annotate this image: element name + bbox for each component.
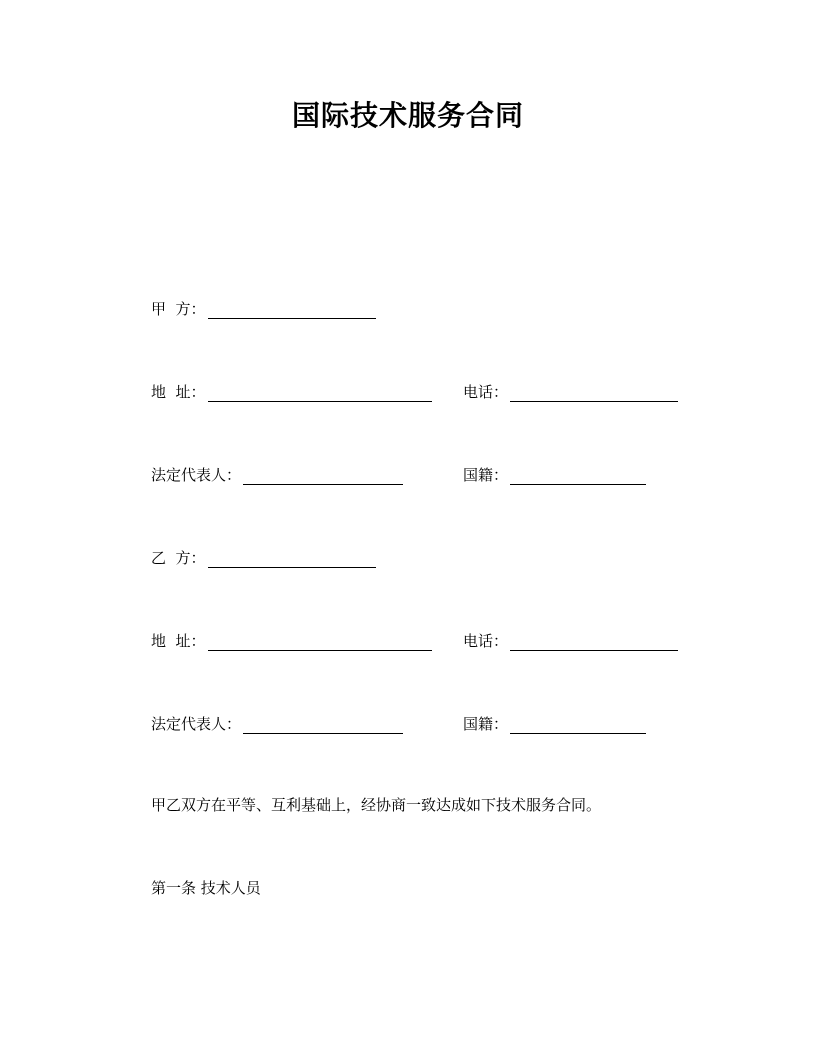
party-b-name-label: 乙 方： [151,549,206,567]
party-b-nationality-label: 国籍： [463,715,509,733]
party-a-address-field [151,380,432,402]
party-a-name-label: 甲 方： [151,300,206,318]
party-a-legal-rep-field [151,463,403,485]
party-a-address-blank[interactable] [208,383,432,402]
party-a-phone-field [463,380,678,402]
party-a-phone-blank[interactable] [510,383,678,402]
party-b-address-field [151,629,432,651]
party-b-name-field [151,546,376,568]
party-a-name-field [151,297,376,319]
party-a-name-blank[interactable] [208,300,376,319]
party-a-nationality-field [463,463,646,485]
article-1-heading: 第一条 技术人员 [151,879,261,897]
party-a-phone-label: 电话： [463,383,509,401]
document-title: 国际技术服务合同 [291,99,524,132]
party-b-legal-rep-field [151,712,403,734]
party-b-phone-blank[interactable] [510,632,678,651]
party-b-phone-field [463,629,678,651]
party-b-legal-rep-label: 法定代表人： [151,715,242,733]
party-b-legal-rep-blank[interactable] [243,715,403,734]
party-b-name-blank[interactable] [208,549,376,568]
party-a-legal-rep-blank[interactable] [243,466,403,485]
intro-paragraph: 甲乙双方在平等、互利基础上，经协商一致达成如下技术服务合同。 [151,796,602,814]
party-a-nationality-label: 国籍： [463,466,509,484]
party-b-address-label: 地 址： [151,632,206,650]
party-b-phone-label: 电话： [463,632,509,650]
party-a-address-label: 地 址： [151,383,206,401]
party-b-nationality-field [463,712,646,734]
party-b-address-blank[interactable] [208,632,432,651]
party-a-nationality-blank[interactable] [510,466,646,485]
party-a-legal-rep-label: 法定代表人： [151,466,242,484]
party-b-nationality-blank[interactable] [510,715,646,734]
